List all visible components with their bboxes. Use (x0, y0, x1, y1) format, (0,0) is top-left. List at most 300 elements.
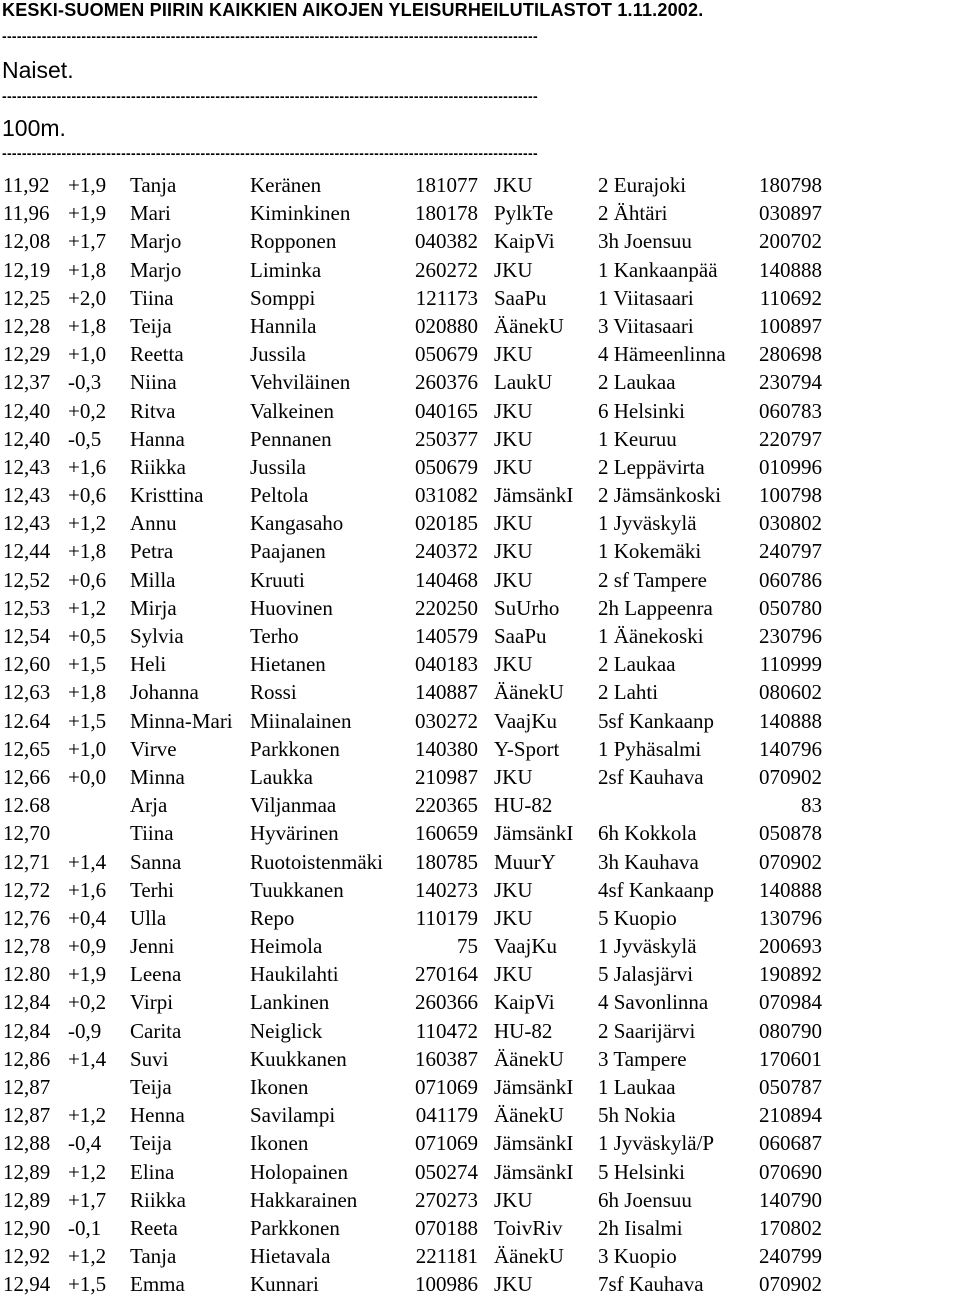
result-time: 12,08 (3, 229, 51, 254)
result-time: 12,72 (3, 877, 51, 902)
athlete-club: VaajKu (494, 934, 557, 959)
athlete-birthdate: 260376 (415, 370, 478, 395)
competition-date: 100798 (759, 483, 822, 508)
athlete-last-name: Terho (250, 624, 299, 648)
result-time: 12,89 (3, 1187, 51, 1212)
athlete-birthdate: 270273 (415, 1187, 478, 1212)
result-wind: +0,2 (68, 990, 107, 1015)
document-title: KESKI-SUOMEN PIIRIN KAIKKIEN AIKOJEN YLEISURHEILUTILASTOT 1.11.2002. (2, 0, 704, 20)
result-wind: +1,6 (68, 454, 107, 479)
competition-place: 2 sf Tampere (598, 567, 707, 592)
athlete-last-name: Haukilahti (250, 962, 339, 987)
competition-date: 030897 (759, 201, 822, 226)
athlete-last-name: Repo (250, 905, 295, 930)
athlete-last-name: Hyvärinen (250, 821, 339, 846)
athlete-birthdate: 220365 (415, 793, 478, 818)
athlete-last-name: Kangasaho (250, 511, 344, 536)
athlete-birthdate: 110179 (415, 905, 478, 930)
result-wind: +1,8 (68, 257, 107, 282)
athlete-last-name: Kruuti (250, 567, 305, 592)
result-wind: +2,0 (68, 285, 107, 310)
athlete-birthdate: 260366 (415, 990, 478, 1015)
result-row (0, 677, 960, 705)
result-time: 12,52 (3, 567, 51, 592)
result-row (0, 1044, 960, 1072)
result-time: 12,87 (3, 1103, 51, 1128)
result-time: 12,43 (3, 511, 51, 536)
competition-place: 3 Tampere (598, 1046, 687, 1071)
athlete-last-name: Tuukkanen (250, 877, 344, 902)
athlete-first-name: Mirja (130, 595, 177, 620)
athlete-first-name: Riikka (130, 454, 186, 479)
result-time: 12,65 (3, 736, 51, 761)
competition-place: 2h Lappeenra (598, 595, 713, 620)
competition-date: 130796 (759, 905, 822, 930)
athlete-first-name: Tiina (130, 285, 174, 310)
athlete-last-name: Pennanen (250, 426, 332, 451)
athlete-club: JämsänkI (494, 821, 574, 846)
athlete-first-name: Henna (130, 1103, 185, 1128)
result-wind: +1,2 (68, 511, 107, 536)
competition-date: 070690 (759, 1159, 822, 1184)
competition-place: 2 Laukaa (598, 652, 676, 677)
athlete-last-name: Kunnari (250, 1272, 319, 1297)
athlete-first-name: Marjo (130, 229, 182, 254)
athlete-last-name: Ikonen (250, 1075, 309, 1099)
competition-date: 190892 (759, 962, 822, 987)
athlete-birthdate: 140887 (415, 680, 478, 705)
athlete-last-name: Laukka (250, 764, 313, 789)
athlete-first-name: Tanja (130, 1244, 177, 1269)
result-row (0, 959, 960, 987)
athlete-first-name: Riikka (130, 1187, 186, 1212)
athlete-birthdate: 020880 (415, 313, 478, 338)
athlete-birthdate: 031082 (415, 483, 478, 508)
athlete-first-name: Hanna (130, 426, 185, 451)
athlete-birthdate: 040165 (415, 398, 478, 423)
athlete-club: JKU (494, 905, 533, 930)
competition-date: 050787 (759, 1075, 822, 1099)
athlete-birthdate: 210987 (415, 764, 478, 789)
competition-date: 230796 (759, 624, 822, 648)
athlete-birthdate: 250377 (415, 426, 478, 451)
result-time: 12,28 (3, 313, 51, 338)
result-wind: -0,5 (68, 426, 102, 451)
competition-date: 070902 (759, 1272, 822, 1297)
competition-date: 060786 (759, 567, 822, 592)
competition-place: 5h Nokia (598, 1103, 676, 1128)
result-row (0, 1185, 960, 1213)
athlete-club: MuurY (494, 849, 556, 874)
athlete-last-name: Parkkonen (250, 1215, 340, 1240)
athlete-club: JKU (494, 1272, 533, 1297)
competition-date: 110692 (759, 285, 822, 310)
competition-place: 2 Leppävirta (598, 454, 705, 479)
athlete-last-name: Viljanmaa (250, 793, 337, 818)
competition-place: 5 Helsinki (598, 1159, 685, 1184)
competition-date: 240799 (759, 1244, 822, 1269)
competition-place: 5 Kuopio (598, 905, 677, 930)
competition-place: 4 Hämeenlinna (598, 342, 726, 367)
athlete-first-name: Emma (130, 1272, 185, 1297)
result-row (0, 396, 960, 424)
result-row (0, 283, 960, 311)
result-time: 12,63 (3, 680, 51, 705)
result-wind: +0,9 (68, 934, 107, 959)
athlete-birthdate: 220250 (415, 595, 478, 620)
athlete-birthdate: 110472 (415, 1018, 478, 1043)
athlete-club: KaipVi (494, 229, 555, 254)
result-wind: +1,6 (68, 877, 107, 902)
result-time: 12,40 (3, 398, 51, 423)
athlete-birthdate: 221181 (415, 1244, 478, 1269)
athlete-last-name: Hietavala (250, 1244, 331, 1269)
athlete-first-name: Heli (130, 652, 167, 677)
competition-place: 3 Viitasaari (598, 313, 694, 338)
athlete-club: LaukU (494, 370, 553, 395)
athlete-first-name: Ulla (130, 905, 167, 930)
competition-date: 83 (801, 793, 822, 818)
result-time: 11,92 (3, 173, 50, 197)
athlete-last-name: Liminka (250, 257, 322, 282)
result-time: 12.64 (3, 708, 51, 733)
athlete-first-name: Teija (130, 1075, 172, 1099)
athlete-last-name: Savilampi (250, 1103, 336, 1128)
athlete-last-name: Keränen (250, 173, 322, 197)
athlete-birthdate: 100986 (415, 1272, 478, 1297)
result-row (0, 1241, 960, 1269)
athlete-club: JKU (494, 426, 533, 451)
result-wind: +1,9 (68, 962, 107, 987)
result-time: 12,89 (3, 1159, 51, 1184)
separator-line: ------------------------------------------------------------------------------------------------------------ (2, 88, 538, 104)
competition-date: 030802 (759, 511, 822, 536)
athlete-last-name: Lankinen (250, 990, 330, 1015)
results-list (0, 170, 960, 1298)
athlete-club: ToivRiv (494, 1215, 563, 1240)
result-time: 12,54 (3, 624, 51, 648)
result-row (0, 480, 960, 508)
competition-date: 010996 (759, 454, 822, 479)
competition-place: 6h Kokkola (598, 821, 697, 846)
result-row (0, 226, 960, 254)
result-row (0, 367, 960, 395)
competition-place: 2h Iisalmi (598, 1215, 683, 1240)
competition-place: 2 Saarijärvi (598, 1018, 696, 1043)
result-row (0, 311, 960, 339)
result-wind: +1,8 (68, 680, 107, 705)
result-time: 12,94 (3, 1272, 51, 1297)
result-time: 12,88 (3, 1131, 51, 1156)
result-wind: +1,0 (68, 342, 107, 367)
competition-place: 2 Jämsänkoski (598, 483, 722, 508)
competition-date: 140888 (759, 257, 822, 282)
competition-place: 4 Savonlinna (598, 990, 709, 1015)
athlete-last-name: Heimola (250, 934, 323, 959)
result-row (0, 565, 960, 593)
athlete-first-name: Teija (130, 313, 172, 338)
athlete-club: JKU (494, 567, 533, 592)
result-wind: -0,1 (68, 1215, 102, 1240)
competition-date: 050878 (759, 821, 822, 846)
competition-place: 7sf Kauhava (598, 1272, 704, 1297)
athlete-birthdate: 75 (457, 934, 478, 959)
competition-place: 1 Kokemäki (598, 539, 702, 564)
result-wind: +1,8 (68, 539, 107, 564)
athlete-club: VaajKu (494, 708, 557, 733)
athlete-birthdate: 140468 (415, 567, 478, 592)
competition-date: 220797 (759, 426, 822, 451)
athlete-last-name: Hietanen (250, 652, 326, 677)
competition-place: 5 Jalasjärvi (598, 962, 694, 987)
athlete-birthdate: 040382 (415, 229, 478, 254)
competition-place: 3h Joensuu (598, 229, 692, 254)
result-row (0, 1100, 960, 1128)
result-wind: +1,0 (68, 736, 107, 761)
athlete-last-name: Parkkonen (250, 736, 340, 761)
athlete-first-name: Carita (130, 1018, 182, 1043)
result-row (0, 1269, 960, 1297)
athlete-club: JKU (494, 539, 533, 564)
competition-place: 2 Lahti (598, 680, 659, 705)
athlete-last-name: Somppi (250, 285, 316, 310)
athlete-first-name: Mari (130, 201, 171, 226)
competition-place: 1 Jyväskylä (598, 511, 697, 536)
athlete-club: JKU (494, 342, 533, 367)
athlete-last-name: Neiglick (250, 1018, 323, 1043)
result-row (0, 762, 960, 790)
athlete-club: JKU (494, 1187, 533, 1212)
athlete-club: JämsänkI (494, 483, 574, 508)
result-row (0, 1072, 960, 1100)
competition-place: 3h Kauhava (598, 849, 699, 874)
result-wind: +1,2 (68, 595, 107, 620)
event-heading: 100m. (2, 115, 66, 141)
result-time: 12,40 (3, 426, 51, 451)
athlete-club: SaaPu (494, 285, 547, 310)
result-row (0, 1128, 960, 1156)
result-row (0, 593, 960, 621)
result-wind: +1,8 (68, 313, 107, 338)
result-row (0, 790, 960, 818)
athlete-last-name: Vehviläinen (250, 370, 351, 395)
athlete-club: ÄänekU (494, 1046, 564, 1071)
competition-place: 1 Viitasaari (598, 285, 694, 310)
athlete-first-name: Arja (130, 793, 168, 818)
athlete-birthdate: 240372 (415, 539, 478, 564)
athlete-last-name: Paajanen (250, 539, 326, 564)
athlete-birthdate: 030272 (415, 708, 478, 733)
athlete-first-name: Jenni (130, 934, 175, 959)
category-heading: Naiset. (2, 57, 74, 83)
result-wind: -0,3 (68, 370, 102, 395)
athlete-birthdate: 140380 (415, 736, 478, 761)
result-row (0, 621, 960, 649)
athlete-birthdate: 140273 (415, 877, 478, 902)
result-time: 12.80 (3, 962, 51, 987)
athlete-last-name: Jussila (250, 342, 307, 367)
result-wind: -0,9 (68, 1018, 102, 1043)
competition-place: 3 Kuopio (598, 1244, 677, 1269)
result-wind: +0,6 (68, 483, 107, 508)
competition-date: 210894 (759, 1103, 822, 1128)
athlete-last-name: Hakkarainen (250, 1187, 358, 1212)
competition-date: 200702 (759, 229, 822, 254)
athlete-birthdate: 160659 (415, 821, 478, 846)
result-time: 12,53 (3, 595, 51, 620)
competition-date: 140790 (759, 1187, 822, 1212)
competition-place: 5sf Kankaanp (598, 708, 715, 733)
competition-date: 230794 (759, 370, 822, 395)
result-row (0, 536, 960, 564)
athlete-first-name: Terhi (130, 877, 175, 902)
result-time: 12,76 (3, 905, 51, 930)
result-time: 12,43 (3, 454, 51, 479)
result-wind: +1,7 (68, 229, 107, 254)
athlete-birthdate: 070188 (415, 1215, 478, 1240)
athlete-club: JKU (494, 511, 533, 536)
athlete-last-name: Rossi (250, 680, 297, 705)
result-time: 12,37 (3, 370, 51, 395)
result-time: 12,29 (3, 342, 51, 367)
competition-place: 1 Kankaanpää (598, 257, 718, 282)
athlete-last-name: Kuukkanen (250, 1046, 347, 1071)
athlete-last-name: Kiminkinen (250, 201, 351, 226)
athlete-first-name: Teija (130, 1131, 172, 1156)
athlete-birthdate: 260272 (415, 257, 478, 282)
athlete-club: HU-82 (494, 1018, 553, 1043)
athlete-birthdate: 071069 (415, 1075, 478, 1099)
result-row (0, 734, 960, 762)
result-time: 12,84 (3, 990, 51, 1015)
competition-date: 280698 (759, 342, 822, 367)
competition-date: 070984 (759, 990, 822, 1015)
competition-place: 4sf Kankaanp (598, 877, 715, 902)
result-wind: +1,2 (68, 1103, 107, 1128)
competition-date: 140888 (759, 877, 822, 902)
athlete-birthdate: 140579 (415, 624, 478, 648)
competition-place: 2 Eurajoki (598, 173, 687, 197)
result-wind: +0,6 (68, 567, 107, 592)
result-time: 12,43 (3, 483, 51, 508)
competition-date: 060687 (759, 1131, 822, 1156)
athlete-club: ÄänekU (494, 313, 564, 338)
athlete-first-name: Ritva (130, 398, 176, 423)
result-row (0, 649, 960, 677)
athlete-first-name: Annu (130, 511, 177, 536)
result-time: 12,92 (3, 1244, 51, 1269)
athlete-club: ÄänekU (494, 1103, 564, 1128)
athlete-first-name: Tanja (130, 173, 177, 197)
result-wind: +1,2 (68, 1159, 107, 1184)
separator-line: ------------------------------------------------------------------------------------------------------------ (2, 28, 538, 44)
competition-date: 070902 (759, 849, 822, 874)
competition-date: 240797 (759, 539, 822, 564)
athlete-birthdate: 270164 (415, 962, 478, 987)
athlete-birthdate: 121173 (415, 285, 478, 310)
athlete-club: JKU (494, 398, 533, 423)
athlete-club: JKU (494, 454, 533, 479)
result-wind: +1,7 (68, 1187, 107, 1212)
result-time: 12,86 (3, 1046, 51, 1071)
athlete-birthdate: 020185 (415, 511, 478, 536)
athlete-first-name: Tiina (130, 821, 174, 846)
competition-place: 2 Laukaa (598, 370, 676, 395)
athlete-last-name: Ikonen (250, 1131, 309, 1156)
athlete-first-name: Reetta (130, 342, 184, 367)
result-row (0, 170, 960, 198)
athlete-last-name: Miinalainen (250, 708, 352, 733)
competition-date: 200693 (759, 934, 822, 959)
result-time: 12,78 (3, 934, 51, 959)
result-row (0, 847, 960, 875)
result-row (0, 1016, 960, 1044)
result-time: 12,19 (3, 257, 51, 282)
result-time: 12,71 (3, 849, 51, 874)
competition-date: 080602 (759, 680, 822, 705)
competition-date: 170601 (759, 1046, 822, 1071)
result-row (0, 508, 960, 536)
athlete-club: KaipVi (494, 990, 555, 1015)
competition-date: 180798 (759, 173, 822, 197)
result-row (0, 903, 960, 931)
result-row (0, 339, 960, 367)
athlete-club: ÄänekU (494, 680, 564, 705)
athlete-first-name: Reeta (130, 1215, 178, 1240)
result-wind: +1,9 (68, 173, 107, 197)
result-row (0, 706, 960, 734)
athlete-first-name: Kristtina (130, 483, 204, 508)
result-row (0, 198, 960, 226)
separator-line: ------------------------------------------------------------------------------------------------------------ (2, 145, 538, 161)
athlete-first-name: Leena (130, 962, 182, 987)
athlete-last-name: Jussila (250, 454, 307, 479)
result-wind: +1,5 (68, 708, 107, 733)
result-time: 11,96 (3, 201, 50, 226)
result-time: 12,90 (3, 1215, 51, 1240)
athlete-first-name: Minna (130, 764, 185, 789)
result-wind: +1,4 (68, 849, 107, 874)
result-time: 12,60 (3, 652, 51, 677)
athlete-club: HU-82 (494, 793, 553, 818)
athlete-birthdate: 180785 (415, 849, 478, 874)
competition-date: 110999 (759, 652, 822, 677)
competition-date: 050780 (759, 595, 822, 620)
athlete-club: PylkTe (494, 201, 554, 226)
result-wind: +1,9 (68, 201, 107, 226)
athlete-club: JKU (494, 877, 533, 902)
competition-date: 170802 (759, 1215, 822, 1240)
athlete-club: JKU (494, 173, 533, 197)
result-row (0, 1157, 960, 1185)
athlete-birthdate: 180178 (415, 201, 478, 226)
result-wind: +1,5 (68, 1272, 107, 1297)
result-row (0, 424, 960, 452)
athlete-first-name: Minna-Mari (130, 708, 233, 733)
athlete-club: SaaPu (494, 624, 547, 648)
athlete-birthdate: 050679 (415, 454, 478, 479)
athlete-club: Y-Sport (494, 736, 560, 761)
athlete-club: JKU (494, 257, 533, 282)
athlete-birthdate: 040183 (415, 652, 478, 677)
result-row (0, 1213, 960, 1241)
competition-date: 080790 (759, 1018, 822, 1043)
result-wind: +0,0 (68, 764, 107, 789)
athlete-first-name: Virpi (130, 990, 174, 1015)
result-row (0, 255, 960, 283)
athlete-last-name: Ruotoistenmäki (250, 849, 383, 874)
athlete-last-name: Holopainen (250, 1159, 348, 1184)
